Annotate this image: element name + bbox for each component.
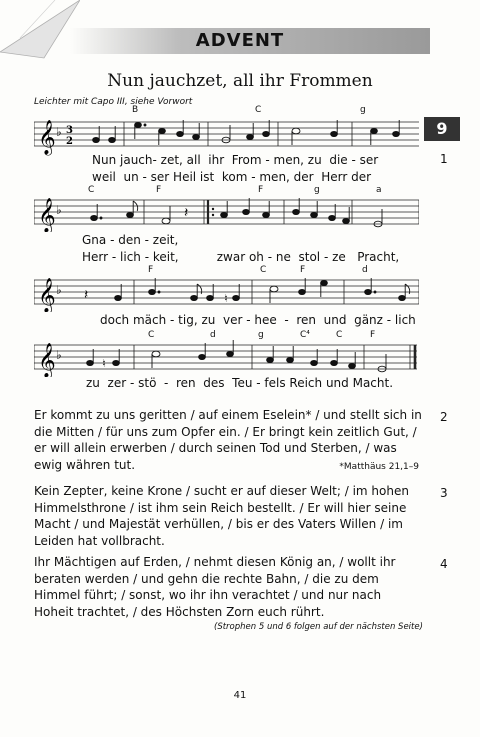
stanza-line: Leiden hat vollbracht. — [34, 533, 165, 548]
music-staff — [34, 112, 419, 156]
continuation-note: (Strophen 5 und 6 folgen auf der nächsten Seite) — [214, 622, 423, 632]
chord-symbol: B — [132, 105, 139, 115]
lyrics-line: zu zer - stö - ren des Teu - fels Reich und Macht. — [86, 376, 394, 390]
svg-text:3: 3 — [66, 125, 73, 136]
music-staff — [34, 272, 419, 312]
lyrics-line: doch mäch - tig, zu ver - hee - ren und gänz - lich — [100, 313, 416, 327]
page-number: 41 — [233, 690, 247, 701]
stanza-line: er will allein erwerben / durch seinen Tod und Sterben, / was — [34, 441, 397, 455]
chord-symbol: g — [314, 185, 320, 195]
music-staff — [34, 192, 419, 232]
svg-text:2: 2 — [66, 136, 73, 147]
chord-symbol: F — [156, 185, 162, 195]
svg-text:𝄞: 𝄞 — [38, 343, 56, 377]
stanza-number: 3 — [440, 486, 448, 500]
stanza-line: Himmel führt; / sonst, wo ihr ihn verachtet / und nur nach — [34, 588, 382, 602]
chord-symbol: g — [360, 105, 366, 115]
svg-text:♮: ♮ — [102, 357, 106, 370]
stanza-line: Macht / und Majestät verhüllen, / bis er des Vaters Willen / im — [34, 517, 403, 531]
song-number-badge: 9 — [424, 117, 460, 141]
svg-text:♮: ♮ — [224, 292, 228, 305]
stanza-number: 2 — [440, 410, 448, 424]
svg-text:𝄞: 𝄞 — [38, 198, 56, 232]
stanza-line: Kein Zepter, keine Krone / sucht er auf dieser Welt; / im hohen — [34, 484, 409, 498]
svg-text:♭: ♭ — [56, 348, 62, 362]
lyrics-line: Nun jauch- zet, all ihr From - men, zu die - ser — [92, 153, 379, 167]
chord-symbol: d — [362, 265, 368, 275]
chord-symbol: C⁴ — [300, 330, 310, 340]
svg-text:𝄽: 𝄽 — [84, 287, 89, 303]
capo-note: Leichter mit Capo III, siehe Vorwort — [34, 97, 193, 107]
lyrics-line: Herr - lich - keit, zwar oh - ne stol - ze Pracht, — [82, 250, 400, 264]
svg-text:𝄽: 𝄽 — [184, 205, 189, 221]
svg-text:𝄞: 𝄞 — [38, 120, 56, 155]
chord-symbol: F — [258, 185, 264, 195]
svg-text:♭: ♭ — [56, 203, 62, 217]
stanza-line: Ihr Mächtigen auf Erden, / nehmt diesen König an, / wollt ihr — [34, 555, 396, 569]
stanza-line: Er kommt zu uns geritten / auf einem Eselein* / und stellt sich in — [34, 408, 422, 422]
chord-symbol: F — [148, 265, 154, 275]
stanza-number: 4 — [440, 557, 448, 571]
chord-symbol: g — [258, 330, 264, 340]
stanza-line-last — [34, 457, 419, 474]
chord-symbol: F — [300, 265, 306, 275]
stanza-number: 1 — [440, 152, 448, 166]
chord-symbol: C — [255, 105, 262, 115]
lyrics-line: Gna - den - zeit, — [82, 233, 179, 247]
stanza-text — [34, 483, 419, 549]
chord-symbol: d — [210, 330, 216, 340]
svg-text:♭: ♭ — [56, 283, 62, 297]
chord-symbol: a — [376, 185, 382, 195]
stanza-text — [34, 407, 422, 473]
chord-symbol: C — [148, 330, 155, 340]
chord-symbol: C — [336, 330, 343, 340]
section-title: ADVENT — [195, 30, 285, 51]
stanza-line: Himmelsthrone / ist ihm sein Reich bestellt. / Er will hier seine — [34, 500, 407, 515]
chord-symbol: C — [88, 185, 95, 195]
stanza-line: die Mitten / für uns zum Opfer ein. / Er bringt kein zeitlich Gut, / — [34, 424, 417, 439]
song-title: Nun jauchzet, all ihr Frommen — [107, 71, 373, 91]
stanza-line: ewig währen tut. — [34, 457, 136, 472]
chord-symbol: F — [370, 330, 376, 340]
stanza-text — [34, 554, 419, 620]
svg-text:♭: ♭ — [56, 125, 62, 139]
svg-text:𝄞: 𝄞 — [38, 278, 56, 312]
stanza-line: Hoheit trachtet, / des Höchsten Zorn euch rührt. — [34, 604, 325, 619]
chord-symbol: C — [260, 265, 267, 275]
stanza-line: beraten werden / und gehn die rechte Bahn, / die zu dem — [34, 571, 379, 586]
lyrics-line: weil un - ser Heil ist kom - men, der Herr der — [92, 170, 372, 184]
music-staff — [34, 337, 419, 377]
footnote: *Matthäus 21,1–9 — [339, 461, 419, 472]
